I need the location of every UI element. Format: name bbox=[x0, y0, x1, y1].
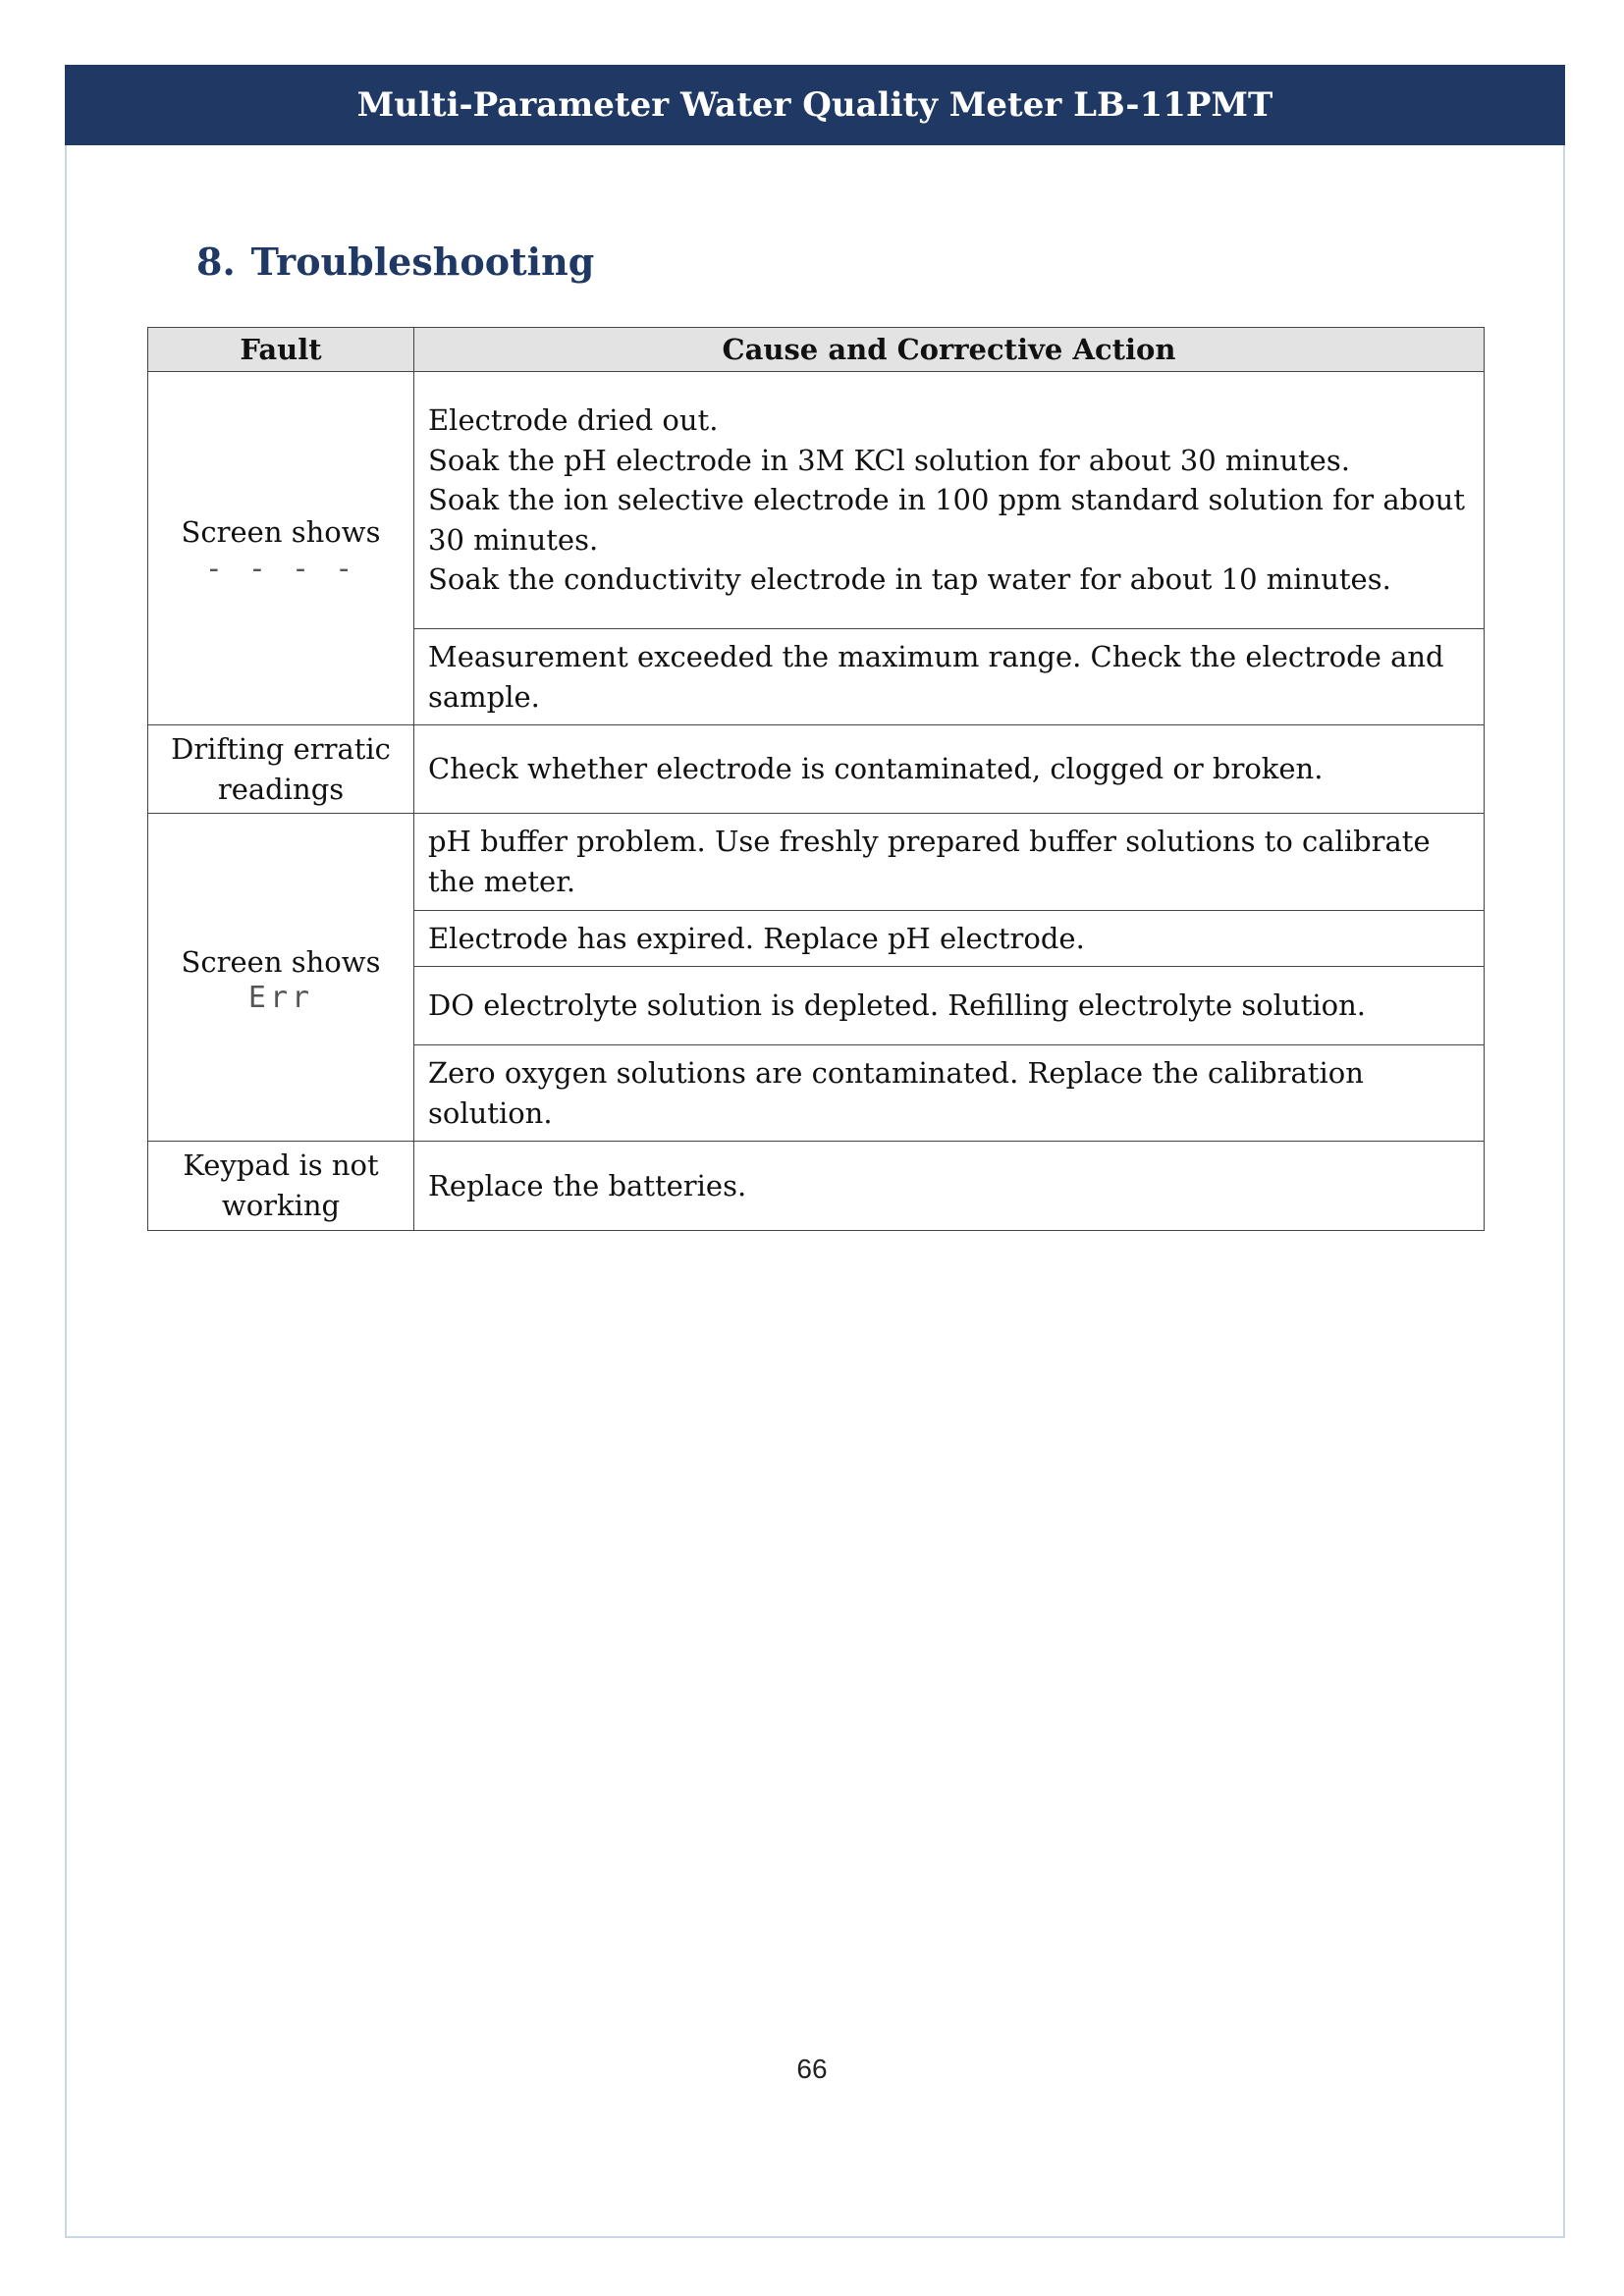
cause-column-header: Cause and Corrective Action bbox=[414, 328, 1485, 372]
fault-cell bbox=[148, 725, 414, 814]
cause-cell bbox=[414, 967, 1485, 1045]
display-err-icon: Err bbox=[247, 981, 314, 1016]
cause-line: Soak the conductivity electrode in tap water for about 10 minutes. bbox=[428, 562, 1391, 597]
cause-line: DO electrolyte solution is depleted. Refilling electrolyte solution. bbox=[428, 988, 1366, 1023]
table-row bbox=[148, 372, 1485, 629]
cause-line: Electrode dried out. bbox=[428, 403, 719, 438]
table-row bbox=[148, 814, 1485, 910]
fault-text: Keypad is not working bbox=[183, 1148, 379, 1222]
cause-line: Soak the pH electrode in 3M KCl solution for about 30 minutes. bbox=[428, 443, 1350, 477]
cause-line: Measurement exceeded the maximum range. Check the electrode and sample. bbox=[428, 640, 1444, 714]
cause-line: Electrode has expired. Replace pH electrode. bbox=[428, 921, 1085, 955]
fault-text: Drifting erratic readings bbox=[171, 732, 391, 806]
cause-line: Replace the batteries. bbox=[428, 1168, 747, 1202]
cause-cell bbox=[414, 725, 1485, 814]
section-heading bbox=[196, 240, 594, 284]
section-number: 8. bbox=[196, 240, 236, 284]
cause-cell bbox=[414, 1045, 1485, 1142]
fault-column-header: Fault bbox=[148, 328, 414, 372]
cause-line: Check whether electrode is contaminated, clogged or broken. bbox=[428, 752, 1324, 786]
table-header-row bbox=[148, 328, 1485, 372]
table-row bbox=[148, 725, 1485, 814]
section-title: Troubleshooting bbox=[250, 240, 595, 284]
cause-cell bbox=[414, 629, 1485, 725]
fault-text: Screen shows bbox=[181, 515, 381, 550]
cause-cell bbox=[414, 910, 1485, 967]
header-title: Multi-Parameter Water Quality Meter LB-11PMT bbox=[356, 85, 1273, 125]
fault-cell bbox=[148, 372, 414, 725]
page-number: 66 bbox=[796, 2054, 828, 2084]
fault-text: Screen shows bbox=[181, 944, 381, 979]
display-dashes-icon: - - - - bbox=[204, 551, 357, 586]
cause-line: Zero oxygen solutions are contaminated. Replace the calibration solution. bbox=[428, 1056, 1364, 1130]
cause-line: pH buffer problem. Use freshly prepared buffer solutions to calibrate the meter. bbox=[428, 825, 1431, 898]
cause-cell bbox=[414, 1142, 1485, 1230]
fault-cell bbox=[148, 814, 414, 1142]
table-row bbox=[148, 1142, 1485, 1230]
cause-line: Soak the ion selective electrode in 100 ppm standard solution for about 30 minutes. bbox=[428, 483, 1466, 557]
troubleshooting-table bbox=[147, 327, 1485, 1231]
fault-cell bbox=[148, 1142, 414, 1230]
page-header bbox=[65, 65, 1565, 145]
cause-cell bbox=[414, 372, 1485, 629]
cause-cell bbox=[414, 814, 1485, 910]
